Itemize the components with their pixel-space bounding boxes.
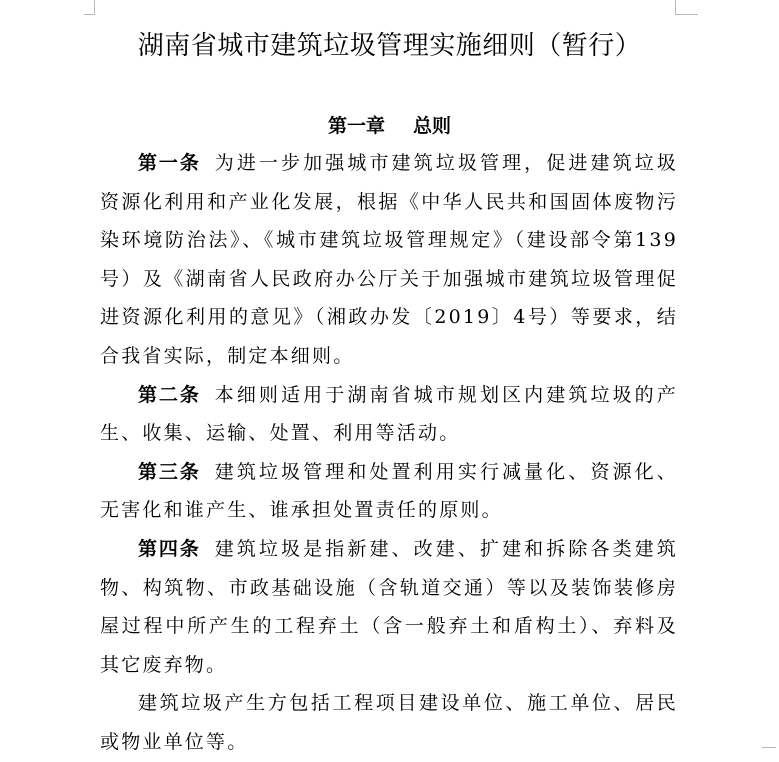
document-title: 湖南省城市建筑垃圾管理实施细则（暂行） — [137, 31, 642, 61]
document-body — [100, 144, 678, 762]
crop-mark-bottom-right — [762, 747, 776, 760]
article-3 — [100, 453, 678, 530]
article-text: 本细则适用于湖南省城市规划区内建筑垃圾的产生、收集、运输、处置、利用等活动。 — [100, 383, 678, 445]
article-4 — [100, 530, 678, 684]
article-label: 第四条 — [138, 537, 201, 560]
article-text: 建筑垃圾管理和处置利用实行减量化、资源化、无害化和谁产生、谁承担处置责任的原则。 — [100, 460, 678, 522]
chapter-number: 第一章 — [327, 115, 385, 137]
chapter-name: 总则 — [413, 115, 452, 137]
chapter-heading — [0, 112, 779, 140]
article-1 — [100, 144, 678, 376]
article-2 — [100, 376, 678, 453]
crop-mark-top-left — [84, 0, 95, 15]
article-text: 建筑垃圾是指新建、改建、扩建和拆除各类建筑物、构筑物、市政基础设施（含轨道交通）等以及装饰装修房屋过程中所产生的工程弃土（含一般弃土和盾构土）、弃料及其它废弃物。 — [100, 537, 678, 676]
paragraph: 建筑垃圾产生方包括工程项目建设单位、施工单位、居民或物业单位等。 — [100, 692, 678, 753]
article-label: 第一条 — [138, 152, 201, 174]
article-text: 为进一步加强城市建筑垃圾管理，促进建筑垃圾资源化利用和产业化发展，根据《中华人民共和国固体废物污染环境防治法》、《城市建筑垃圾管理规定》（建设部令第139号）及《湖南省人民政府办公厅关于加强城市建筑垃圾管理促进资源化利用的意见》（湘政办发〔2019〕4号）等要求，结合我省实际，制定本细则。 — [100, 152, 678, 367]
article-label: 第二条 — [138, 383, 201, 406]
crop-mark-top-right — [675, 0, 698, 15]
article-label: 第三条 — [138, 460, 201, 483]
